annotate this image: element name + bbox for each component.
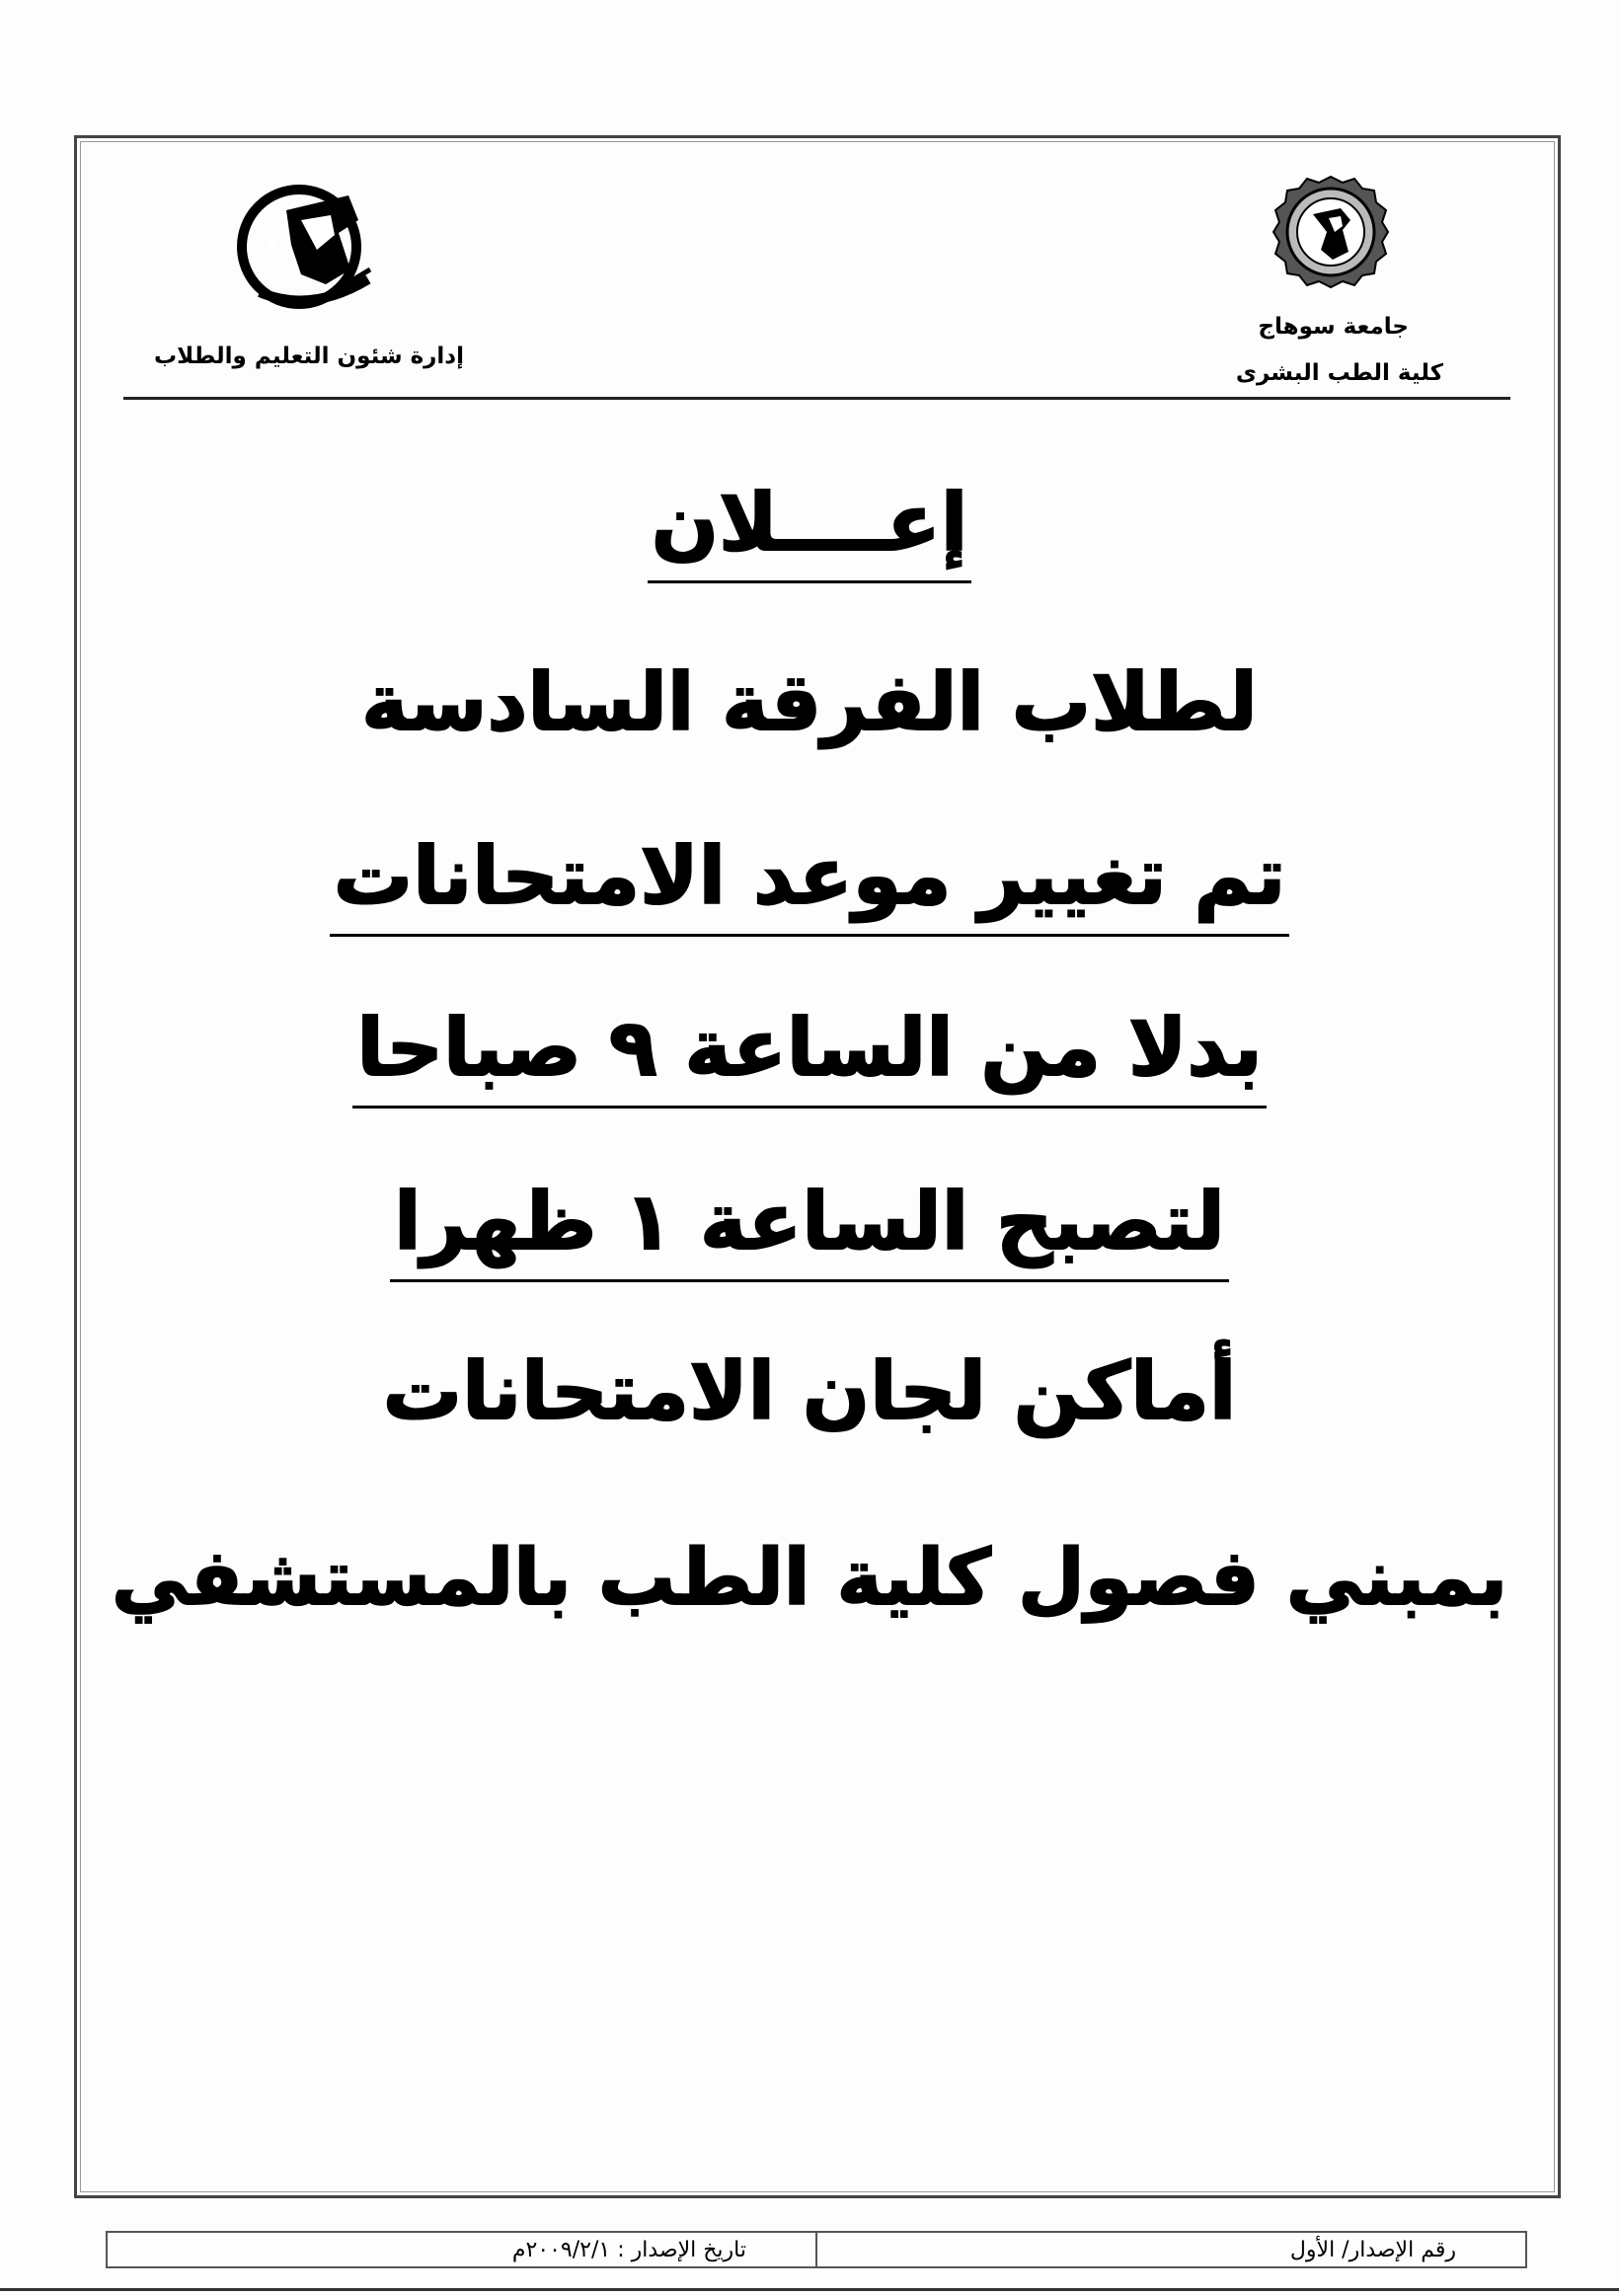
announcement-line-6: بمبني فصول كلية الطب بالمستشفي [111, 1534, 1508, 1623]
announcement-line-4: لتصبح الساعة ١ ظهرا [0, 1183, 1619, 1282]
announcement-line-5: أماكن لجان الامتحانات [382, 1345, 1237, 1437]
announcement-title: إعــــلان [0, 484, 1619, 583]
header-divider [123, 397, 1510, 400]
page-border [74, 135, 1561, 2198]
announcement-line-2: تم تغيير موعد الامتحانات [0, 837, 1619, 937]
faculty-of-medicine-emblem-icon [232, 176, 390, 319]
faculty-name: كلية الطب البشرى [1235, 360, 1443, 386]
issue-number: رقم الإصدار/ الأول [1289, 2237, 1456, 2262]
issue-info-table [106, 2231, 1527, 2268]
university-name: جامعة سوهاج [1258, 314, 1409, 340]
announcement-line-1: لطلاب الفرقة السادسة [361, 656, 1258, 748]
scan-edge-line [0, 2288, 1619, 2291]
department-name: إدارة شئون التعليم والطلاب [154, 344, 464, 369]
announcement-line-3: بدلا من الساعة ٩ صباحا [0, 1009, 1619, 1109]
sohag-university-seal-icon [1272, 173, 1390, 291]
issue-date: تاريخ الإصدار : ٢٠٠٩/٢/١م [108, 2233, 817, 2266]
